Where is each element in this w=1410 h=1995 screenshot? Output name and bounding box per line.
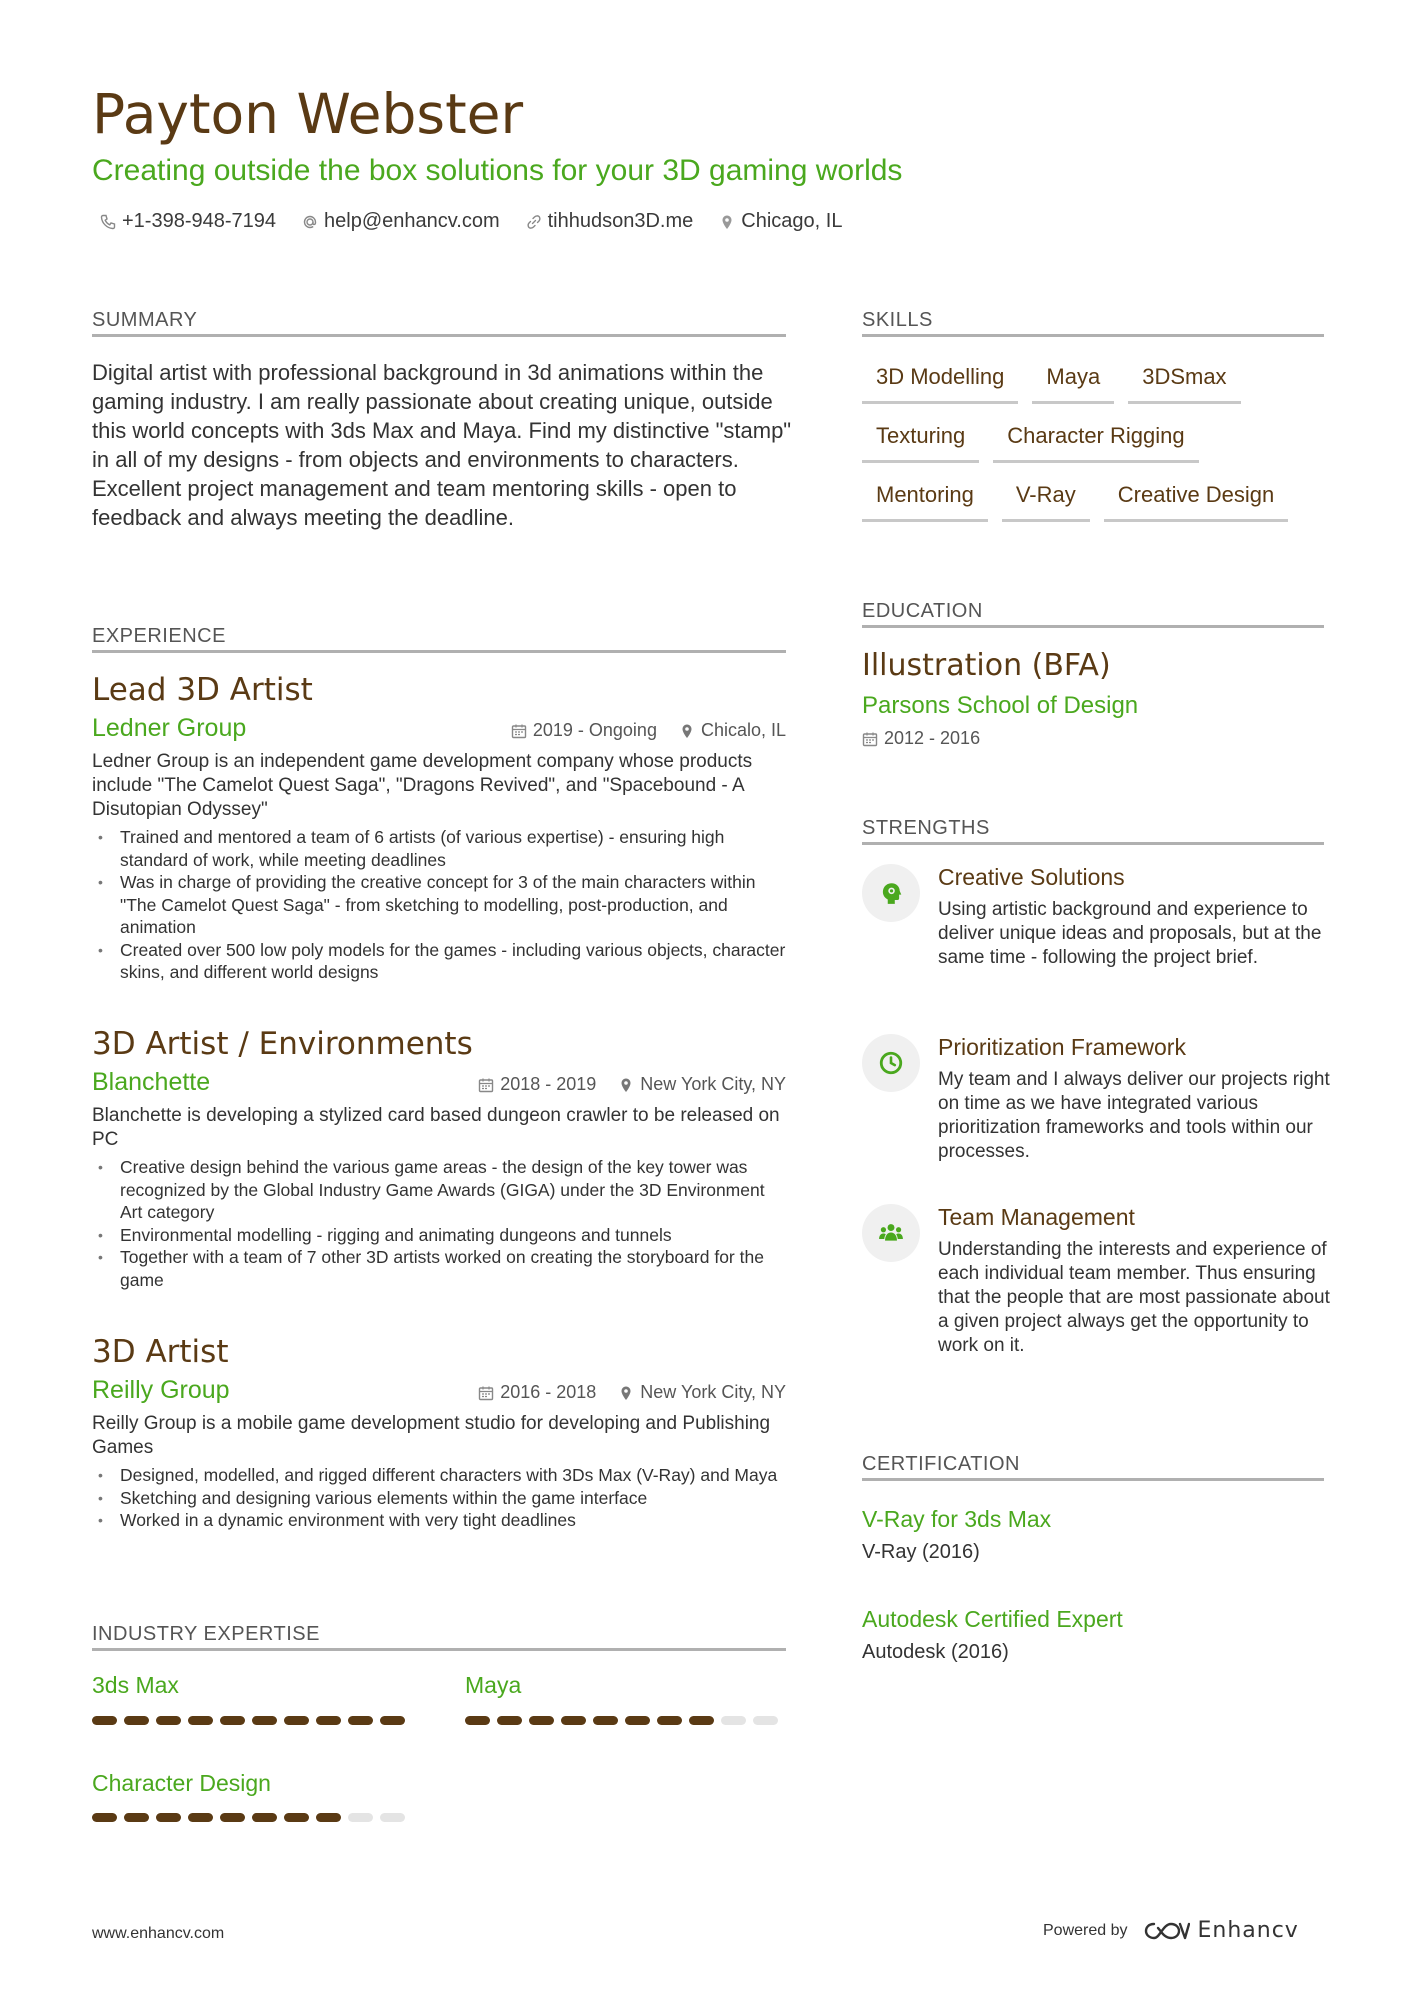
level-dot-filled xyxy=(561,1716,586,1725)
job-title: Lead 3D Artist xyxy=(92,672,313,708)
strength-title: Creative Solutions xyxy=(938,864,1125,890)
contact-phone[interactable] xyxy=(100,210,276,233)
level-dot-filled xyxy=(156,1716,181,1725)
job-bullet: • Designed, modelled, and rigged different characters with 3Ds Max (V-Ray) and Maya xyxy=(92,1464,786,1487)
job-location-text: New York City, NY xyxy=(640,1074,786,1094)
education-rule xyxy=(862,625,1324,628)
contact-location-text: Chicago, IL xyxy=(741,210,843,232)
level-dot-filled xyxy=(625,1716,650,1725)
job-bullet: • Worked in a dynamic environment with very tight deadlines xyxy=(92,1509,786,1532)
skill-row xyxy=(862,476,1332,535)
level-dot-empty xyxy=(753,1716,778,1725)
job-location-text: New York City, NY xyxy=(640,1382,786,1402)
level-dot-filled xyxy=(124,1813,149,1822)
strength-description: Using artistic background and experience to deliver unique ideas and proposals, but at the same time - following the project brief. xyxy=(938,899,1322,968)
job-company: Ledner Group xyxy=(92,714,247,742)
skill-row xyxy=(862,417,1332,476)
strength-title: Team Management xyxy=(938,1204,1135,1230)
expertise-label: 3ds Max xyxy=(92,1672,179,1698)
level-dot-filled xyxy=(156,1813,181,1822)
job-entry xyxy=(92,1026,786,1291)
level-dot-filled xyxy=(92,1716,117,1725)
level-dot-filled xyxy=(657,1716,682,1725)
infinity-logo-icon xyxy=(1144,1920,1190,1942)
at-icon xyxy=(302,214,318,230)
strength-icon-badge xyxy=(862,1034,920,1092)
link-icon xyxy=(526,214,542,230)
strengths-rule xyxy=(862,842,1324,845)
expertise-rule xyxy=(92,1648,786,1651)
job-bullet: • Sketching and designing various elements within the game interface xyxy=(92,1487,786,1510)
level-dot-filled xyxy=(92,1813,117,1822)
job-location xyxy=(618,1382,786,1403)
job-entry xyxy=(92,672,786,984)
job-title: 3D Artist xyxy=(92,1334,229,1370)
contact-location xyxy=(719,210,842,233)
job-bullets xyxy=(92,1464,786,1532)
job-dates xyxy=(511,720,657,741)
job-company: Reilly Group xyxy=(92,1376,230,1404)
calendar-icon xyxy=(478,1385,494,1401)
job-entry xyxy=(92,1334,786,1532)
job-description: Ledner Group is an independent game development company whose products include "The Camelot Quest Saga", "Dragons Revived", and "Spacebound - A Disutopian Odyssey" xyxy=(92,751,753,820)
clock-icon xyxy=(878,1050,904,1076)
strength-description: Understanding the interests and experience of each individual team member. Thus ensuring that the people that are most passionate about a given project always get the opportunity to work on it. xyxy=(938,1239,1330,1356)
job-company-row xyxy=(92,714,786,748)
location-pin-icon xyxy=(618,1385,634,1401)
contact-website[interactable] xyxy=(526,210,694,233)
job-meta xyxy=(511,720,786,741)
education-degree: Illustration (BFA) xyxy=(862,648,1111,683)
education-school: Parsons School of Design xyxy=(862,692,1139,719)
strengths-heading: STRENGTHS xyxy=(862,817,990,839)
level-dot-filled xyxy=(284,1716,309,1725)
experience-rule xyxy=(92,650,786,653)
job-bullets xyxy=(92,1156,786,1291)
level-dot-empty xyxy=(721,1716,746,1725)
expertise-level-bar xyxy=(92,1716,405,1725)
job-company-row xyxy=(92,1068,786,1102)
job-bullet: • Creative design behind the various game areas - the design of the key tower was recognized by the Global Industry Game Awards (GIGA) under the 3D Environment Art category xyxy=(92,1156,786,1224)
skill-tag: Texturing xyxy=(862,417,979,463)
experience-heading: EXPERIENCE xyxy=(92,625,226,647)
calendar-icon xyxy=(511,723,527,739)
education-dates-text: 2012 - 2016 xyxy=(884,728,981,748)
job-bullet: • Was in charge of providing the creative concept for 3 of the main characters within "The Camelot Quest Saga" - from sketching to modelling, post-production, and animation xyxy=(92,871,786,939)
enhancv-brand-text: Enhancv xyxy=(1197,1918,1299,1943)
certification-issuer: Autodesk (2016) xyxy=(862,1641,1009,1663)
certification-rule xyxy=(862,1478,1324,1481)
skill-tag: Character Rigging xyxy=(993,417,1198,463)
skill-tag: Creative Design xyxy=(1104,476,1289,522)
skill-tag: Maya xyxy=(1032,358,1114,404)
skill-tag: V-Ray xyxy=(1002,476,1090,522)
skill-tag: Mentoring xyxy=(862,476,988,522)
contact-phone-text: +1-398-948-7194 xyxy=(122,210,277,232)
footer-powered-by xyxy=(1043,1918,1299,1943)
phone-icon xyxy=(100,214,116,230)
certification-name: V-Ray for 3ds Max xyxy=(862,1506,1052,1532)
level-dot-filled xyxy=(188,1813,213,1822)
job-dates-text: 2019 - Ongoing xyxy=(532,720,657,740)
calendar-icon xyxy=(478,1077,494,1093)
job-bullet: • Trained and mentored a team of 6 artists (of various expertise) - ensuring high standard of work, while meeting deadlines xyxy=(92,826,786,871)
job-location-text: Chicalo, IL xyxy=(700,720,786,740)
calendar-icon xyxy=(862,731,878,747)
strength-description: My team and I always deliver our projects right on time as we have integrated various prioritization frameworks and tools within our processes. xyxy=(938,1069,1330,1162)
level-dot-filled xyxy=(252,1716,277,1725)
strength-title: Prioritization Framework xyxy=(938,1034,1186,1060)
contact-email[interactable] xyxy=(302,210,500,233)
job-dates-text: 2016 - 2018 xyxy=(500,1382,597,1402)
expertise-level-bar xyxy=(92,1813,405,1822)
expertise-level-bar xyxy=(465,1716,778,1725)
expertise-label: Maya xyxy=(465,1672,522,1698)
level-dot-filled xyxy=(316,1716,341,1725)
level-dot-filled xyxy=(316,1813,341,1822)
contact-website-text: tihhudson3D.me xyxy=(547,210,694,232)
level-dot-filled xyxy=(252,1813,277,1822)
level-dot-filled xyxy=(284,1813,309,1822)
level-dot-filled xyxy=(689,1716,714,1725)
enhancv-logo[interactable] xyxy=(1144,1918,1299,1943)
skills-heading: SKILLS xyxy=(862,309,933,331)
job-company: Blanchette xyxy=(92,1068,211,1096)
summary-text: Digital artist with professional background in 3d animations within the gaming industry. I am really passionate about creating unique, outside this world concepts with 3ds Max and Maya. Find my distinctive "stamp" in all of my designs - from objects and environments to characters. Excellent project management and team mentoring skills - open to feedback and always meeting the deadline. xyxy=(92,360,792,530)
job-bullet: • Environmental modelling - rigging and animating dungeons and tunnels xyxy=(92,1224,786,1247)
job-dates xyxy=(478,1382,596,1403)
level-dot-filled xyxy=(188,1716,213,1725)
job-location xyxy=(618,1074,786,1095)
job-dates xyxy=(478,1074,596,1095)
job-meta xyxy=(478,1074,786,1095)
candidate-name: Payton Webster xyxy=(92,82,524,146)
education-dates xyxy=(862,728,980,749)
level-dot-empty xyxy=(348,1813,373,1822)
job-description: Reilly Group is a mobile game development studio for developing and Publishing Games xyxy=(92,1413,771,1458)
level-dot-filled xyxy=(348,1716,373,1725)
certification-name: Autodesk Certified Expert xyxy=(862,1606,1123,1632)
strength-icon-badge xyxy=(862,1204,920,1262)
contact-bar xyxy=(100,210,842,233)
certification-issuer: V-Ray (2016) xyxy=(862,1541,980,1563)
skills-rule xyxy=(862,334,1324,337)
location-pin-icon xyxy=(679,723,695,739)
job-location xyxy=(679,720,786,741)
job-bullet: • Created over 500 low poly models for the games - including various objects, character skins, and different world designs xyxy=(92,939,786,984)
footer-website[interactable]: www.enhancv.com xyxy=(92,1925,225,1942)
job-bullets xyxy=(92,826,786,984)
job-description: Blanchette is developing a stylized card based dungeon crawler to be released on PC xyxy=(92,1105,780,1150)
expertise-label: Character Design xyxy=(92,1770,271,1796)
summary-rule xyxy=(92,334,786,337)
level-dot-filled xyxy=(529,1716,554,1725)
skill-tag: 3D Modelling xyxy=(862,358,1018,404)
level-dot-filled xyxy=(220,1813,245,1822)
certification-heading: CERTIFICATION xyxy=(862,1453,1020,1475)
location-pin-icon xyxy=(618,1077,634,1093)
level-dot-filled xyxy=(124,1716,149,1725)
job-dates-text: 2018 - 2019 xyxy=(500,1074,597,1094)
skill-row xyxy=(862,358,1332,417)
level-dot-filled xyxy=(593,1716,618,1725)
job-bullet: • Together with a team of 7 other 3D artists worked on creating the storyboard for the game xyxy=(92,1246,786,1291)
job-meta xyxy=(478,1382,786,1403)
contact-email-text: help@enhancv.com xyxy=(324,210,500,232)
lightbulb-head-icon xyxy=(878,880,904,906)
level-dot-filled xyxy=(380,1716,405,1725)
level-dot-filled xyxy=(497,1716,522,1725)
level-dot-filled xyxy=(465,1716,490,1725)
level-dot-empty xyxy=(380,1813,405,1822)
team-icon xyxy=(878,1220,904,1246)
education-heading: EDUCATION xyxy=(862,600,983,622)
level-dot-filled xyxy=(220,1716,245,1725)
job-company-row xyxy=(92,1376,786,1410)
strength-icon-badge xyxy=(862,864,920,922)
job-title: 3D Artist / Environments xyxy=(92,1026,473,1062)
expertise-heading: INDUSTRY EXPERTISE xyxy=(92,1623,320,1645)
powered-by-label: Powered by xyxy=(1043,1921,1128,1939)
summary-heading: SUMMARY xyxy=(92,309,198,331)
location-pin-icon xyxy=(719,214,735,230)
candidate-tagline: Creating outside the box solutions for your 3D gaming worlds xyxy=(92,154,903,187)
skill-tag: 3DSmax xyxy=(1128,358,1240,404)
skills-list xyxy=(862,358,1332,535)
